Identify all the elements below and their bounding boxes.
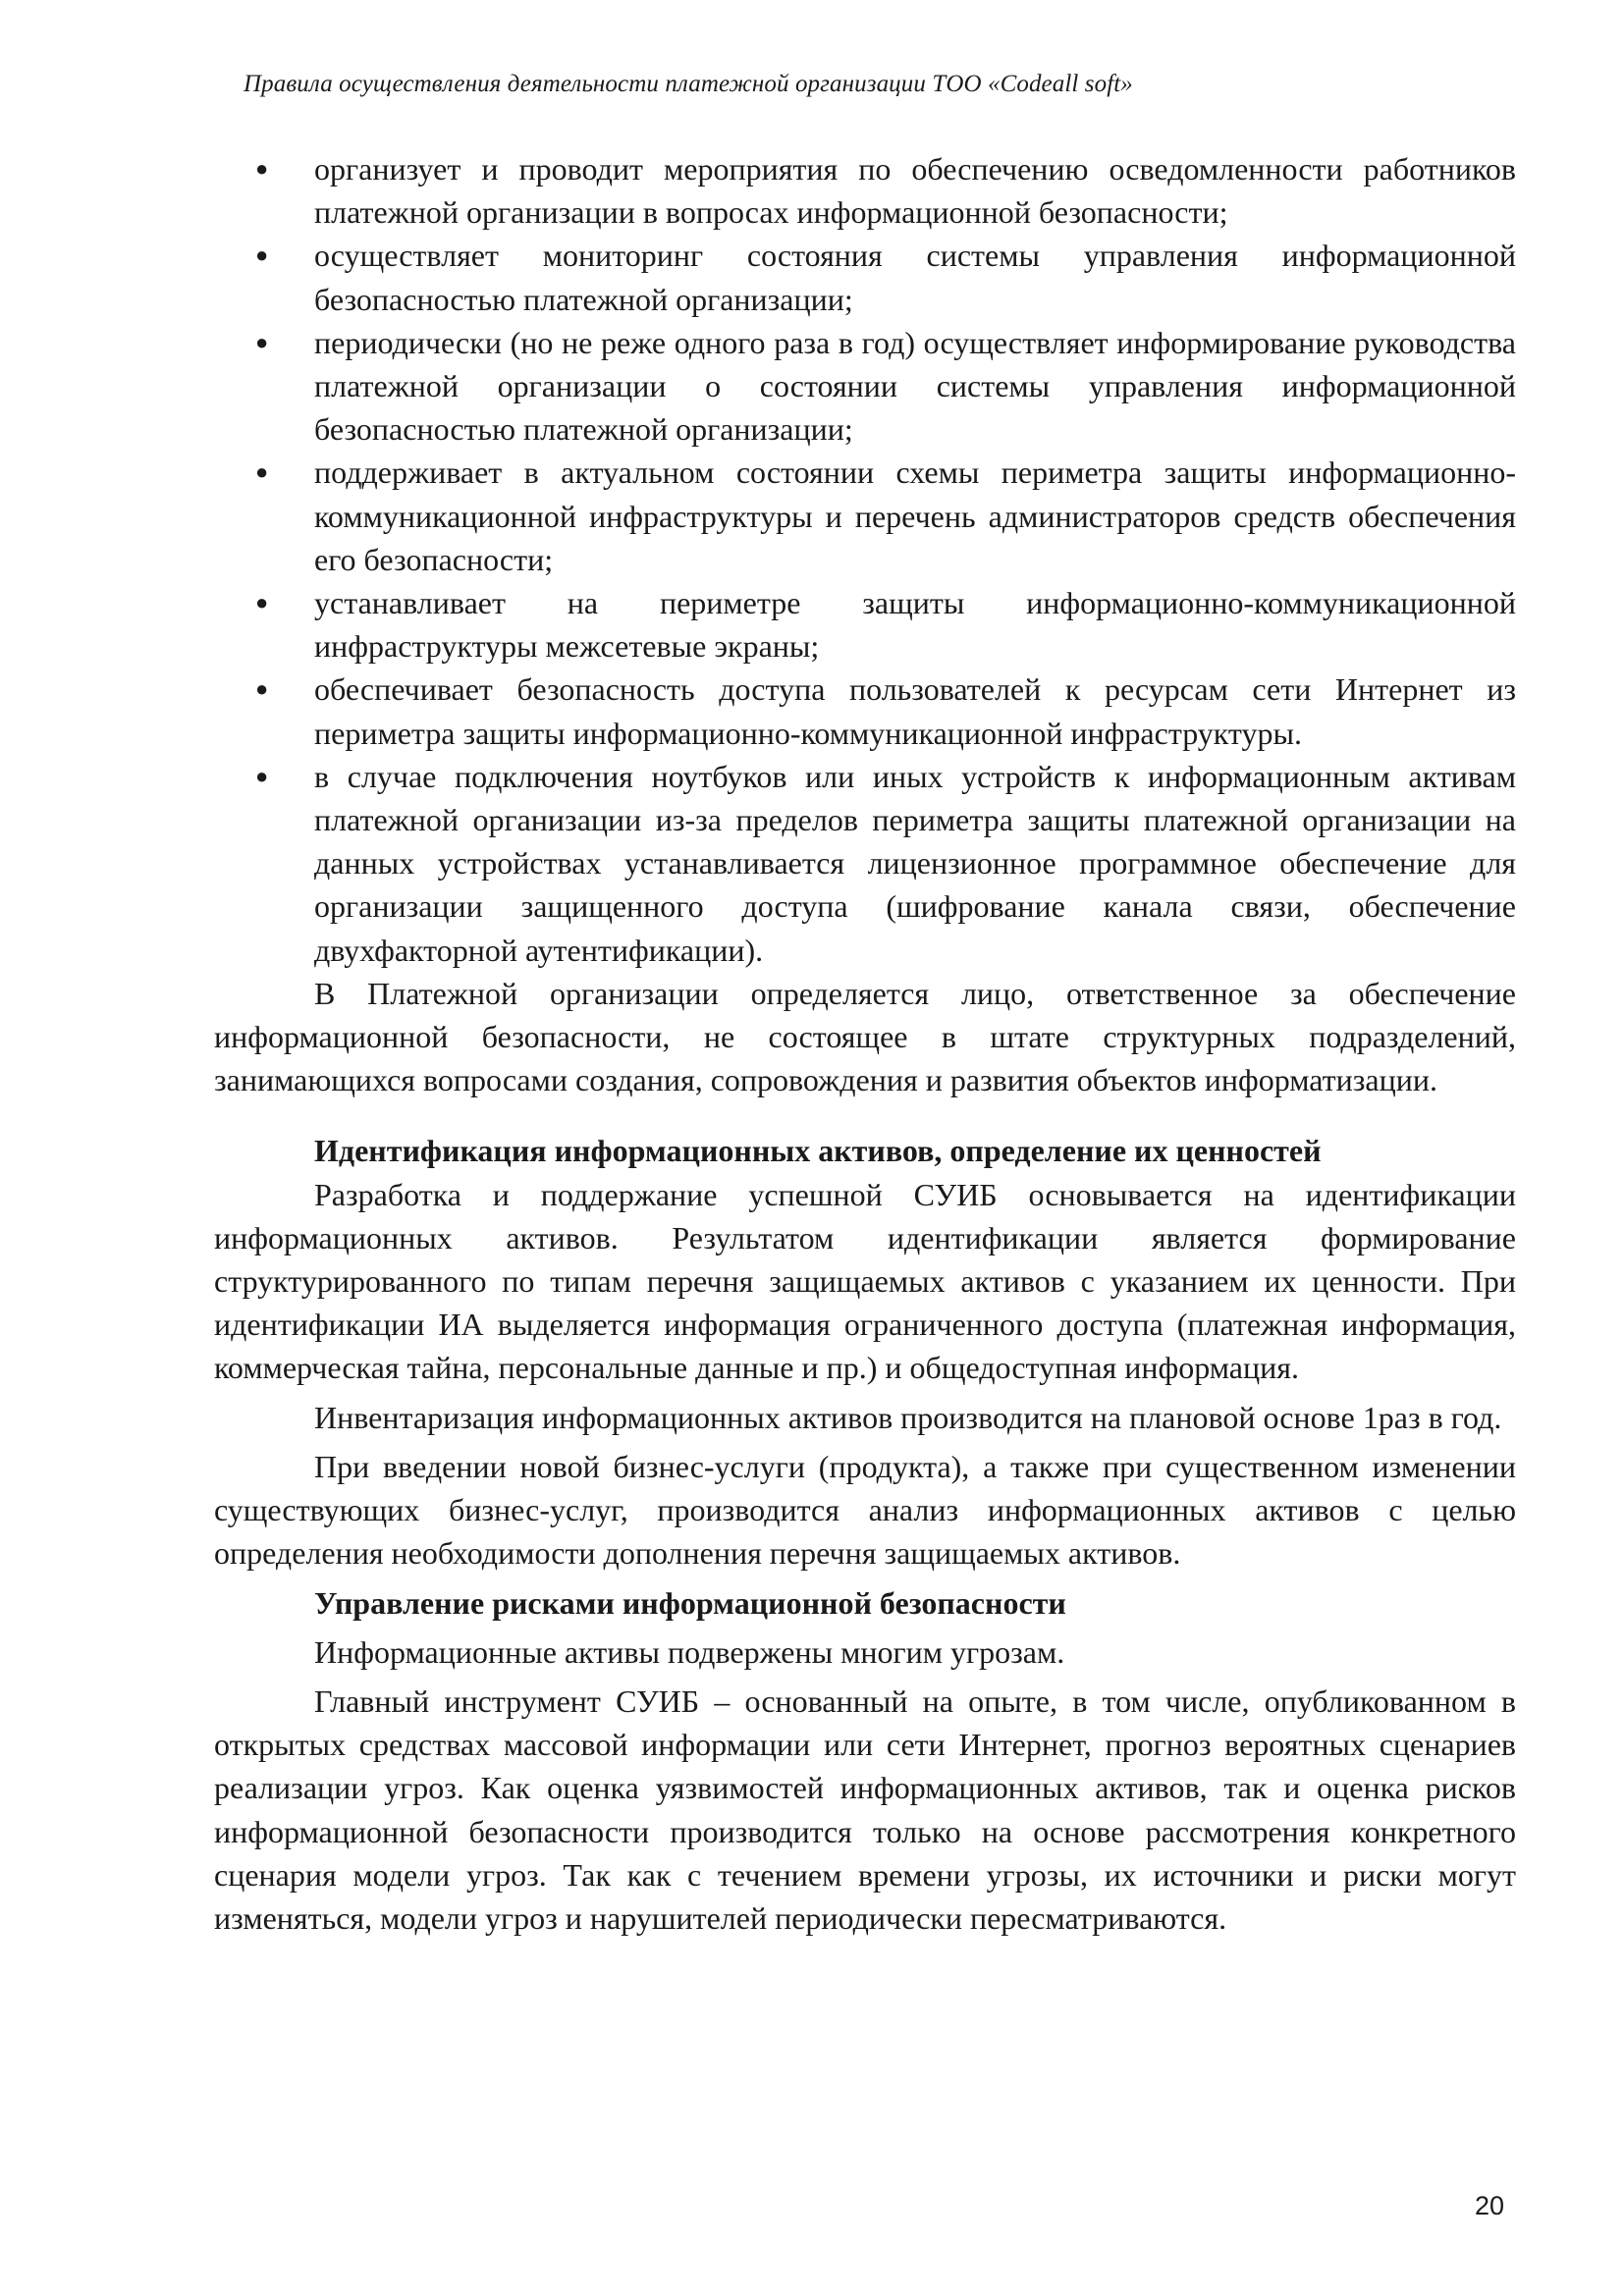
list-item-text: устанавливает на периметре защиты информационно-коммуникационной инфраструктуры межсетевые экраны; (314, 585, 1516, 665)
bullet-icon: ● (255, 156, 269, 181)
list-item-text: поддерживает в актуальном состоянии схемы периметра защиты информационно-коммуникационной инфраструктуры и перечень администраторов средств обеспечения его безопасности; (314, 454, 1516, 577)
inventory-paragraph: Инвентаризация информационных активов производится на плановой основе 1раз в год. (314, 1399, 1502, 1435)
list-item-text: обеспечивает безопасность доступа пользователей к ресурсам сети Интернет из периметра защиты информационно-коммуникационной инфраструктуры. (314, 671, 1516, 751)
bullet-icon: ● (255, 329, 269, 354)
bullet-icon: ● (255, 242, 269, 268)
list-item-text: осуществляет мониторинг состояния системы управления информационной безопасностью платежной организации; (314, 238, 1516, 317)
list-item (255, 755, 1516, 972)
responsibilities-list (255, 147, 1516, 972)
bullet-icon: ● (255, 590, 269, 615)
new-service-paragraph: При введении новой бизнес-услуги (продукта), а также при существенном изменении существующих бизнес-услуг, производится анализ информационных активов с целью определения необходимости дополнения перечня защищаемых активов. (214, 1448, 1516, 1572)
list-item-text: периодически (но не реже одного раза в год) осуществляет информирование руководства платежной организации о состоянии системы управления информационной безопасностью платежной организации; (314, 324, 1516, 448)
list-item-text: в случае подключения ноутбуков или иных устройств к информационным активам платежной организации из-за пределов периметра защиты платежной организации на данных устройствах устанавливается лицензионное программное обеспечение для организации защищенного доступа (шифрование канала связи, обеспечение двухфакторной аутентификации). (314, 758, 1516, 968)
bullet-icon: ● (255, 763, 269, 788)
section-heading-asset-identification: Идентификация информационных активов, определение их ценностей (314, 1133, 1322, 1169)
list-item (255, 451, 1516, 581)
running-header: Правила осуществления деятельности платежной организации ТОО «Codeall soft» (244, 71, 1133, 97)
asset-identification-paragraph: Разработка и поддержание успешной СУИБ основывается на идентификации информационных активов. Результатом идентификации является формирование структурированного по типам перечня защищаемых активов с указанием их ценности. При идентификации ИА выделяется информация ограниченного доступа (платежная информация, коммерческая тайна, персональные данные и пр.) и общедоступная информация. (214, 1176, 1516, 1386)
bullet-icon: ● (255, 459, 269, 485)
list-item-text: организует и проводит мероприятия по обеспечению осведомленности работников платежной организации в вопросах информационной безопасности; (314, 151, 1516, 231)
list-item (255, 147, 1516, 234)
list-item (255, 321, 1516, 452)
page-number: 20 (1475, 2191, 1505, 2220)
main-instrument-paragraph: Главный инструмент СУИБ – основанный на опыте, в том числе, опубликованном в открытых средствах массовой информации или сети Интернет, прогноз вероятных сценариев реализации угроз. Как оценка уязвимостей информационных активов, так и оценка рисков информационной безопасности производится только на основе рассмотрения конкретного сценария модели угроз. Так как с течением времени угрозы, их источники и риски могут изменяться, модели угроз и нарушителей периодически пересматриваются. (214, 1682, 1516, 1936)
list-item (255, 667, 1516, 754)
list-item (255, 234, 1516, 320)
responsible-person-paragraph: В Платежной организации определяется лицо, ответственное за обеспечение информационной безопасности, не состоящее в штате структурных подразделений, занимающихся вопросами создания, сопровождения и развития объектов информатизации. (214, 975, 1516, 1098)
list-item (255, 581, 1516, 667)
page-body (214, 147, 1516, 1940)
threats-paragraph: Информационные активы подвержены многим угрозам. (314, 1633, 1065, 1670)
bullet-icon: ● (255, 676, 269, 702)
section-heading-risk-management: Управление рисками информационной безопасности (314, 1584, 1066, 1621)
